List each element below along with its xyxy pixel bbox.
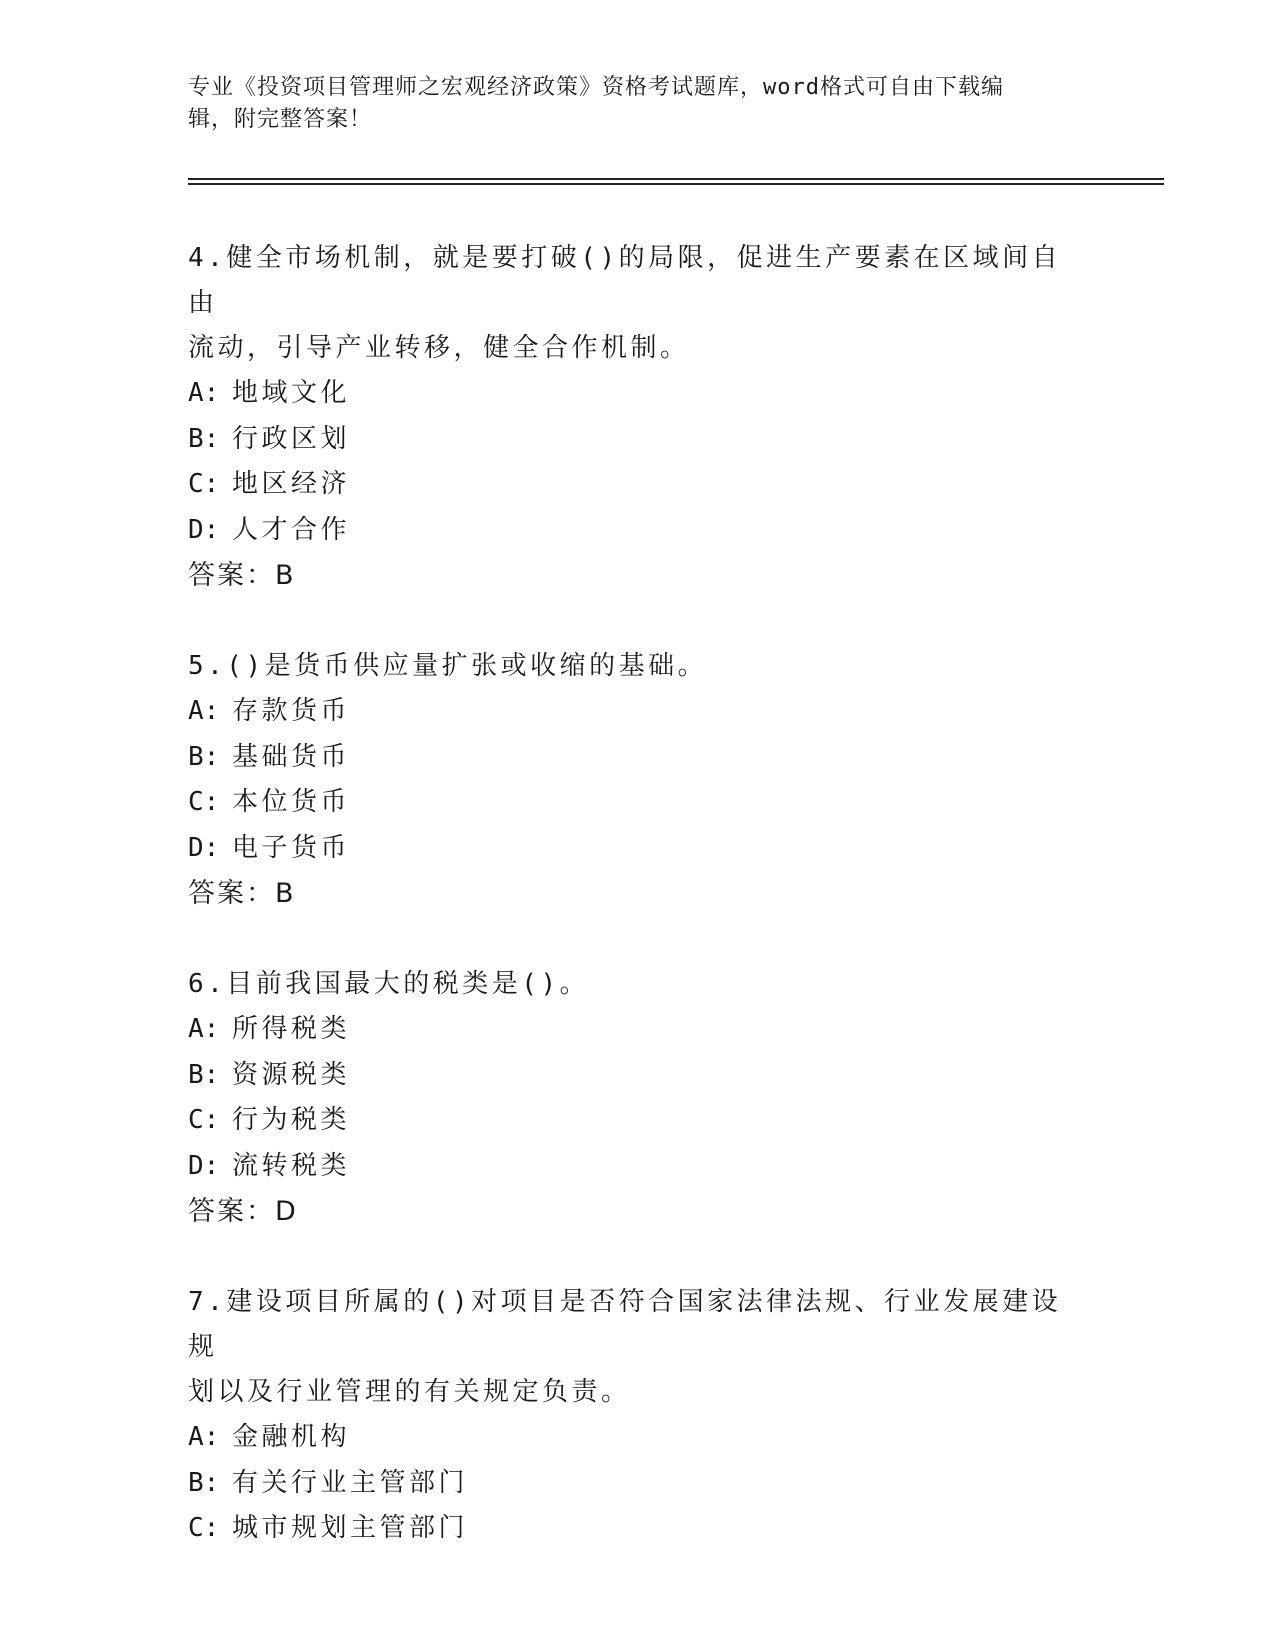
option-letter: D: xyxy=(188,832,220,863)
option-c xyxy=(188,1506,1088,1552)
option-text: 行政区划 xyxy=(232,423,351,454)
option-c xyxy=(188,780,1088,826)
question-stem-line-1: 4.健全市场机制，就是要打破()的局限，促进生产要素在区域间自由 xyxy=(188,243,1062,318)
option-letter: B: xyxy=(188,1467,220,1498)
option-d xyxy=(188,826,1088,872)
option-d xyxy=(188,1144,1088,1190)
option-text: 行为税类 xyxy=(232,1105,351,1135)
option-text: 资源税类 xyxy=(232,1059,351,1090)
option-d xyxy=(188,508,1088,554)
option-letter: B: xyxy=(188,1059,220,1090)
option-a xyxy=(188,1415,1088,1461)
option-text: 电子货币 xyxy=(232,832,351,863)
option-text: 有关行业主管部门 xyxy=(232,1467,469,1498)
option-text: 所得税类 xyxy=(232,1014,351,1044)
header-rule-top xyxy=(188,178,1164,180)
header-rule-bottom xyxy=(188,183,1164,185)
option-c xyxy=(188,1098,1088,1144)
option-text: 流转税类 xyxy=(232,1150,351,1181)
question-stem-line-1: 5.()是货币供应量扩张或收缩的基础。 xyxy=(188,651,708,681)
option-c xyxy=(188,462,1088,508)
option-letter: B: xyxy=(188,423,220,454)
option-letter: D: xyxy=(188,514,220,545)
question-stem-line-1: 7.建设项目所属的()对项目是否符合国家法律法规、行业发展建设规 xyxy=(188,1287,1062,1362)
option-letter: A: xyxy=(188,378,220,408)
option-text: 本位货币 xyxy=(232,787,351,817)
option-text: 城市规划主管部门 xyxy=(232,1513,469,1543)
question-stem-line-2: 流动，引导产业转移，健全合作机制。 xyxy=(188,333,690,363)
option-a xyxy=(188,1007,1088,1053)
option-letter: C: xyxy=(188,1513,220,1543)
option-text: 地域文化 xyxy=(232,378,351,408)
option-a xyxy=(188,689,1088,735)
option-text: 基础货币 xyxy=(232,741,351,772)
option-letter: A: xyxy=(188,696,220,726)
option-text: 金融机构 xyxy=(232,1422,351,1452)
header-line-2: 辑，附完整答案！ xyxy=(188,107,373,132)
option-a xyxy=(188,371,1088,417)
option-letter: A: xyxy=(188,1014,220,1044)
question-list xyxy=(188,236,1088,1597)
option-letter: C: xyxy=(188,787,220,817)
header-line-1: 专业《投资项目管理师之宏观经济政策》资格考试题库，word格式可自由下载编 xyxy=(188,75,1004,100)
option-b xyxy=(188,1053,1088,1099)
question-6 xyxy=(188,962,1088,1235)
answer-label: 答案：B xyxy=(188,878,296,909)
question-stem-line-2: 划以及行业管理的有关规定负责。 xyxy=(188,1377,631,1407)
option-letter: B: xyxy=(188,741,220,772)
option-text: 人才合作 xyxy=(232,514,351,545)
document-header xyxy=(188,72,1068,136)
option-text: 存款货币 xyxy=(232,696,351,726)
option-b xyxy=(188,1461,1088,1507)
question-5 xyxy=(188,644,1088,917)
option-letter: D: xyxy=(188,1150,220,1181)
question-4 xyxy=(188,236,1088,599)
question-stem-line-1: 6.目前我国最大的税类是()。 xyxy=(188,969,590,999)
answer-label: 答案：B xyxy=(188,560,296,591)
option-letter: C: xyxy=(188,1105,220,1135)
question-7 xyxy=(188,1280,1088,1552)
option-text: 地区经济 xyxy=(232,469,351,499)
option-letter: A: xyxy=(188,1422,220,1452)
option-b xyxy=(188,417,1088,463)
option-b xyxy=(188,735,1088,781)
answer-label: 答案：D xyxy=(188,1196,298,1227)
option-letter: C: xyxy=(188,469,220,499)
